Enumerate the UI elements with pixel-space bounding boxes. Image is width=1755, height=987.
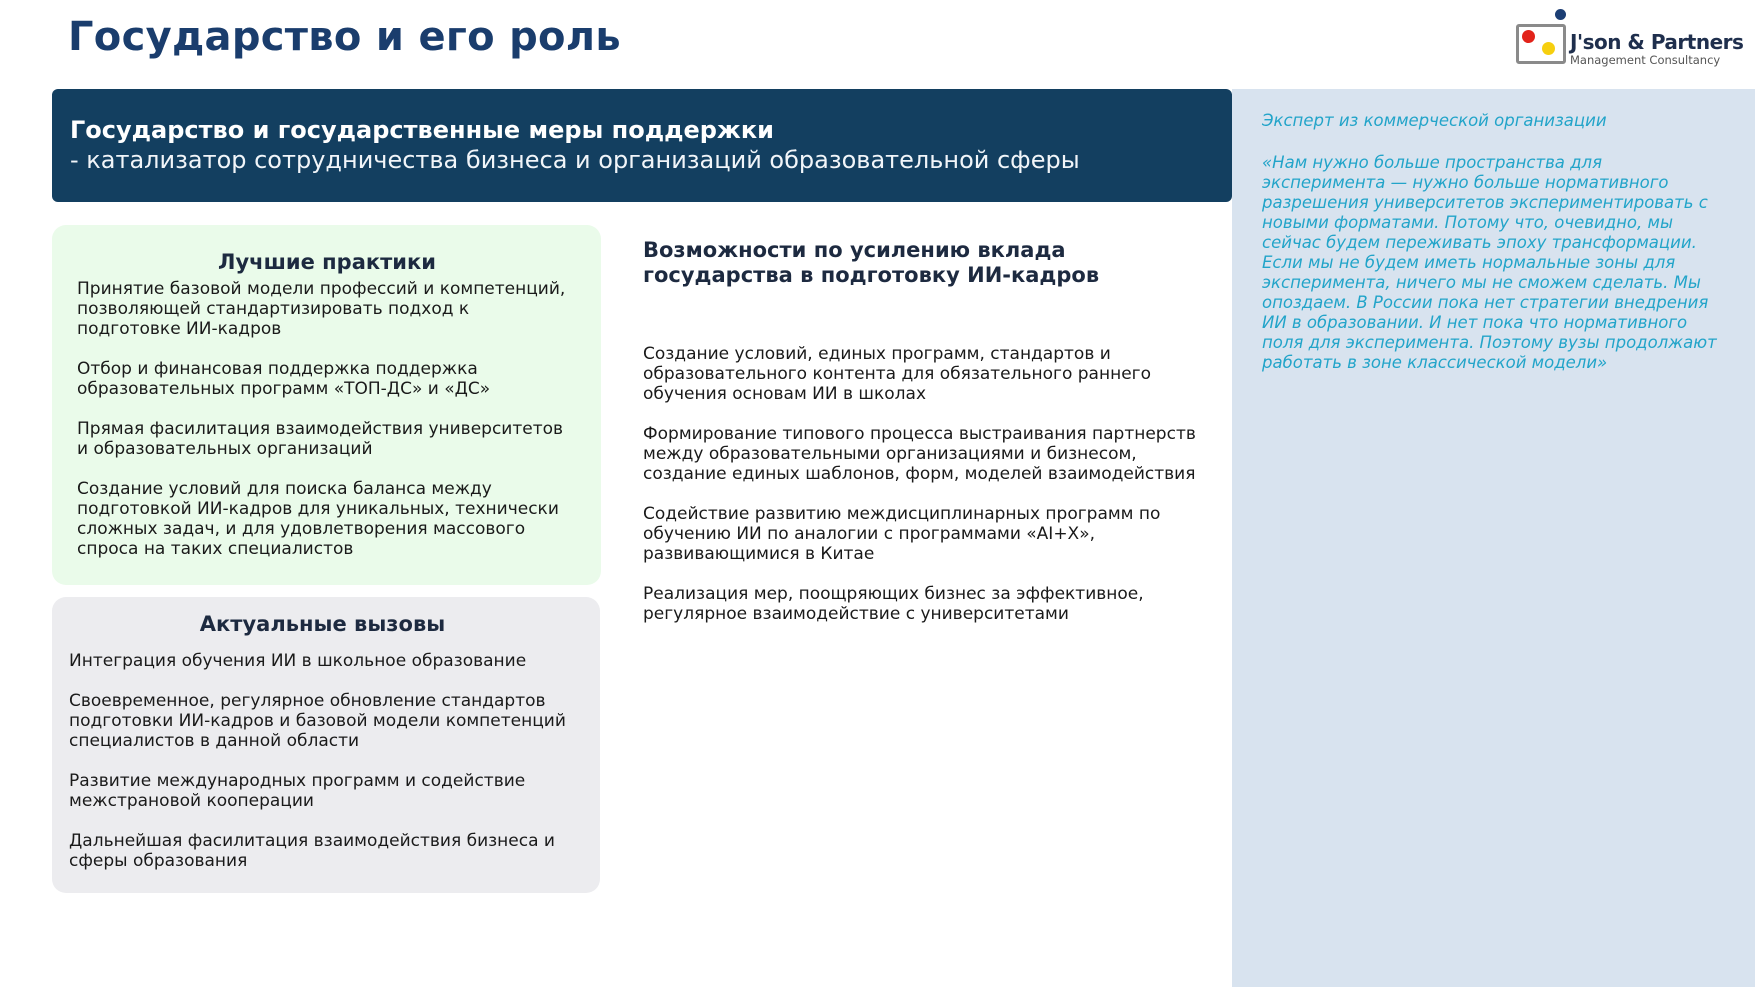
page-title: Государство и его роль <box>68 14 621 60</box>
logo-red-dot-icon <box>1522 30 1535 43</box>
quote-author: Эксперт из коммерческой организации <box>1262 111 1607 130</box>
list-item: Формирование типового процесса выстраивания партнерств между образовательными организациями и бизнесом, создание единых шаблонов, форм, моделей взаимодействия <box>643 424 1196 484</box>
best-practices-list <box>77 279 577 559</box>
hero-banner <box>52 89 1232 202</box>
opportunities-section <box>643 238 1203 644</box>
hero-title: Государство и государственные меры поддержки <box>70 116 774 144</box>
quote-panel <box>1232 89 1755 987</box>
list-item: Развитие международных программ и содействие межстрановой кооперации <box>69 771 526 811</box>
challenges-heading: Актуальные вызовы <box>199 612 446 636</box>
opportunities-list <box>643 344 1203 624</box>
list-item: Прямая фасилитация взаимодействия университетов и образовательных организаций <box>77 419 564 459</box>
list-item: Отбор и финансовая поддержка поддержка образовательных программ «ТОП-ДС» и «ДС» <box>77 359 491 399</box>
quote-text: «Нам нужно больше пространства для эксперимента — нужно больше нормативного разрешения университетов экспериментировать с новыми форматами. Потому что, очевидно, мы сейчас будем переживать эпоху трансформации. Если мы не будем иметь нормальные зоны для эксперимента, ничего мы не сможем сделать. Мы опоздаем. В России пока нет стратегии внедрения ИИ в образовании. И нет пока что нормативного поля для эксперимента. Поэтому вузы продолжают работать в зоне классической модели» <box>1262 153 1717 372</box>
list-item: Реализация мер, поощряющих бизнес за эффективное, регулярное взаимодействие с университетами <box>643 584 1144 624</box>
list-item: Содействие развитию междисциплинарных программ по обучению ИИ по аналогии с программами «AI+X», развивающимися в Китае <box>643 504 1161 564</box>
company-logo <box>1512 8 1744 68</box>
list-item: Дальнейшая фасилитация взаимодействия бизнеса и сферы образования <box>69 831 555 871</box>
list-item: Своевременное, регулярное обновление стандартов подготовки ИИ-кадров и базовой модели компетенций специалистов в данной области <box>69 691 566 751</box>
logo-name: J'son & Partners <box>1570 30 1744 54</box>
best-practices-box <box>52 225 601 585</box>
challenges-list <box>69 651 576 871</box>
list-item: Интеграция обучения ИИ в школьное образование <box>69 651 527 671</box>
list-item: Создание условий, единых программ, стандартов и образовательного контента для обязательного раннего обучения основам ИИ в школах <box>643 344 1151 404</box>
opportunities-heading: Возможности по усилению вклада государства в подготовку ИИ-кадров <box>643 238 1100 287</box>
best-practices-heading: Лучшие практики <box>218 250 436 274</box>
logo-subtitle: Management Consultancy <box>1570 53 1721 67</box>
logo-frame-icon <box>1516 24 1566 64</box>
list-item: Принятие базовой модели профессий и компетенций, позволяющей стандартизировать подход к подготовке ИИ-кадров <box>77 279 566 339</box>
logo-yellow-dot-icon <box>1542 42 1555 55</box>
logo-blue-dot-icon <box>1555 9 1566 20</box>
hero-subtitle: - катализатор сотрудничества бизнеса и организаций образовательной сферы <box>70 146 1080 174</box>
challenges-box <box>52 597 600 893</box>
list-item: Создание условий для поиска баланса между подготовкой ИИ-кадров для уникальных, технически сложных задач, и для удовлетворения массового спроса на таких специалистов <box>77 479 559 559</box>
